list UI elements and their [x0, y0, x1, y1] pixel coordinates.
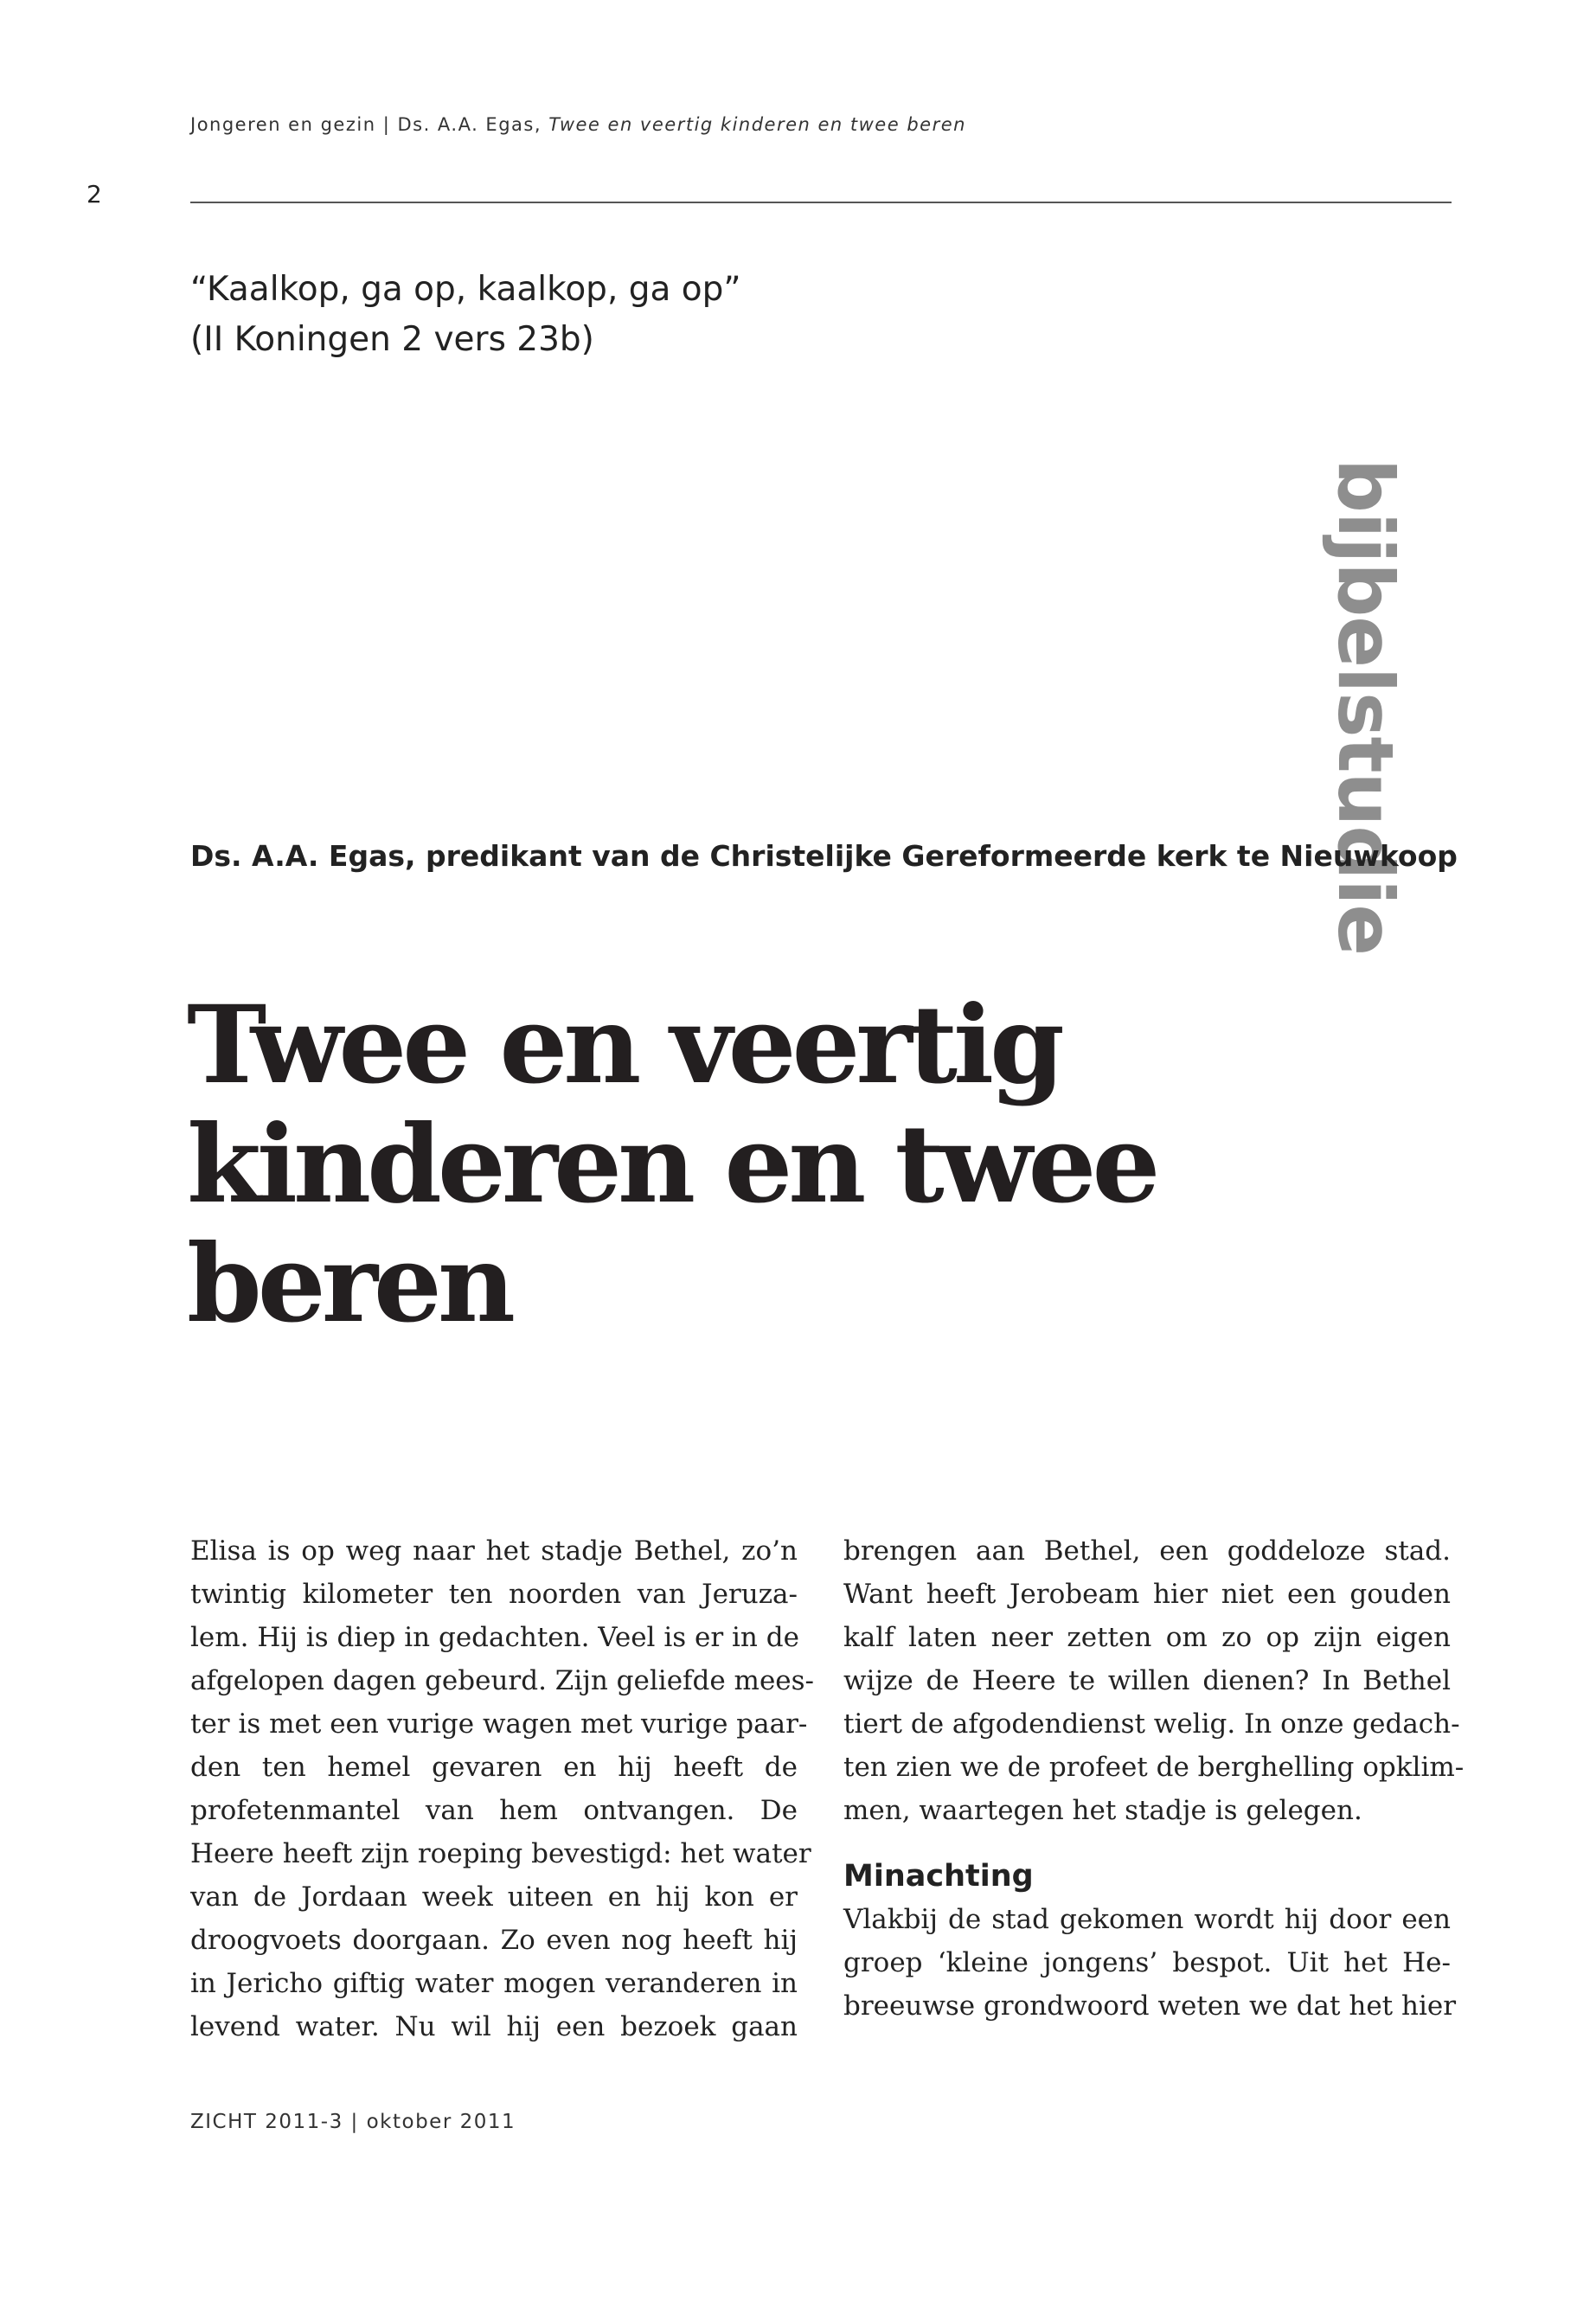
body-line: Want heeft Jerobeam hier niet een gouden	[843, 1579, 1451, 1610]
body-line: Elisa is op weg naar het stadje Bethel, zo’n	[190, 1535, 798, 1567]
body-line: den ten hemel gevaren en hij heeft de	[190, 1752, 798, 1783]
body-column-right	[843, 1529, 1465, 2028]
body-line: Vlakbij de stad gekomen wordt hij door een	[843, 1904, 1451, 1935]
title-line: beren	[187, 1221, 511, 1347]
body-line: wijze de Heere te willen dienen? In Bethel	[843, 1665, 1451, 1696]
body-column-left	[190, 1529, 815, 2048]
body-line: afgelopen dagen gebeurd. Zijn geliefde mees-	[190, 1665, 815, 1696]
body-line: lem. Hij is diep in gedachten. Veel is er in de	[190, 1622, 799, 1653]
running-header	[190, 114, 966, 135]
body-line: brengen aan Bethel, een goddeloze stad.	[843, 1535, 1451, 1567]
header-rule	[190, 202, 1452, 203]
body-line: ten zien we de profeet de berghelling opklim-	[843, 1752, 1465, 1783]
quote-reference: (II Koningen 2 vers 23b)	[190, 320, 594, 359]
body-line: kalf laten neer zetten om zo op zijn eigen	[843, 1622, 1451, 1653]
page-footer: ZICHT 2011-3 | oktober 2011	[190, 2111, 516, 2133]
body-line: tiert de afgodendienst welig. In onze gedach-	[843, 1708, 1460, 1740]
bible-quote	[190, 265, 741, 365]
header-section: Jongeren en gezin	[190, 114, 376, 135]
body-line: van de Jordaan week uiteen en hij kon er	[190, 1881, 798, 1913]
article-title	[187, 983, 1311, 1347]
author-line: Ds. A.A. Egas, predikant van de Christelijke Gereformeerde kerk te Nieuwkoop	[190, 839, 1458, 873]
body-line: ter is met een vurige wagen met vurige paar-	[190, 1708, 808, 1740]
body-line: men, waartegen het stadje is gelegen.	[843, 1795, 1362, 1826]
body-line: levend water. Nu wil hij een bezoek gaan	[190, 2011, 798, 2042]
body-line: profetenmantel van hem ontvangen. De	[190, 1795, 798, 1826]
header-article-title: Twee en veertig kinderen en twee beren	[548, 114, 966, 135]
body-line: twintig kilometer ten noorden van Jeruza-	[190, 1579, 798, 1610]
body-line: groep ‘kleine jongens’ bespot. Uit het He-	[843, 1947, 1451, 1978]
title-line: kinderen en twee	[187, 1102, 1157, 1227]
body-line: breeuwse grondwoord weten we dat het hier	[843, 1990, 1457, 2022]
body-line: in Jericho giftig water mogen veranderen in	[190, 1968, 798, 1999]
rubric-label: bijbelstudie	[1321, 458, 1410, 956]
section-heading: Minachting	[843, 1859, 1034, 1894]
header-separator: |	[382, 114, 391, 135]
header-author: Ds. A.A. Egas,	[397, 114, 542, 135]
quote-text: “Kaalkop, ga op, kaalkop, ga op”	[190, 270, 741, 309]
body-line: droogvoets doorgaan. Zo even nog heeft hij	[190, 1925, 798, 1956]
page-number: 2	[87, 180, 102, 208]
title-line: Twee en veertig	[187, 983, 1061, 1108]
body-line: Heere heeft zijn roeping bevestigd: het water	[190, 1838, 811, 1869]
